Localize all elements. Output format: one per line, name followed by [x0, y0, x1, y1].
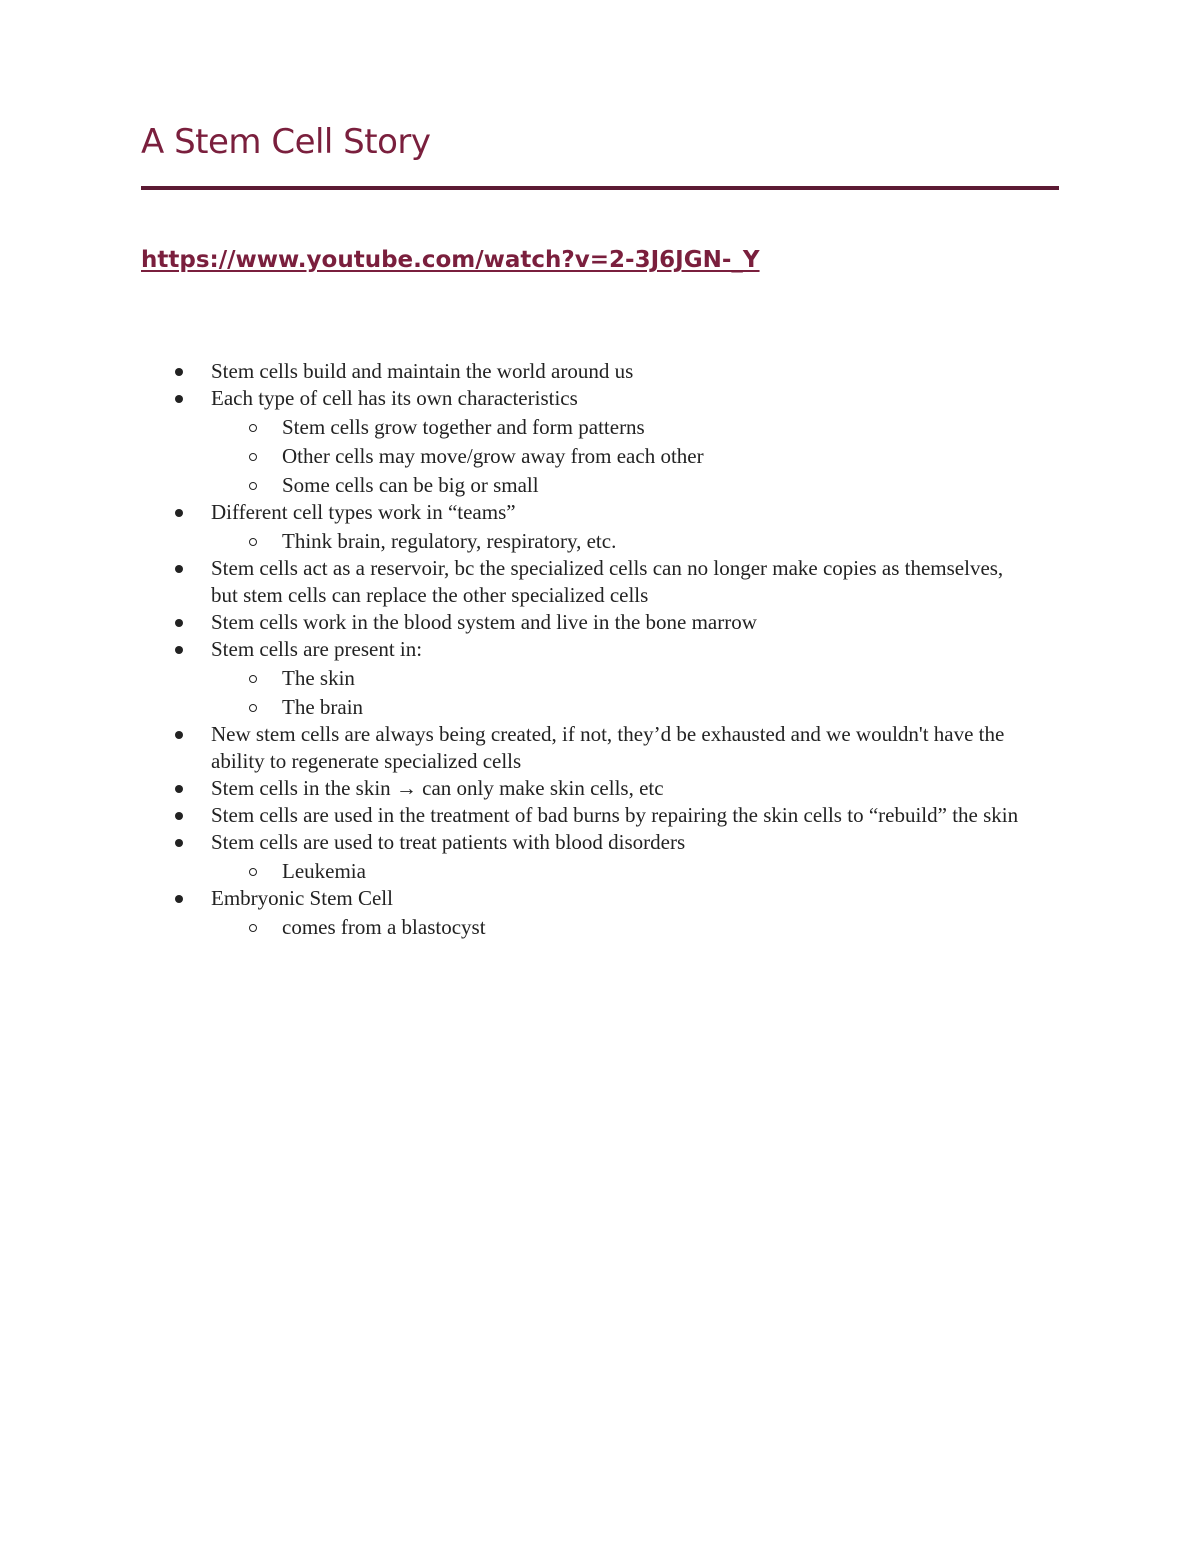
- hollow-bullet-icon: [249, 538, 257, 546]
- list-item-text: Stem cells act as a reservoir, bc the specialized cells can no longer make copies as themselves, but stem cells can replace the other specialized cells: [211, 556, 1004, 607]
- list-item: [0, 555, 1031, 609]
- page-title: A Stem Cell Story: [141, 122, 431, 162]
- sub-list-item-text: The brain: [282, 695, 364, 719]
- list-item-text: Stem cells are used to treat patients with blood disorders: [211, 830, 686, 854]
- bullet-icon: [175, 839, 183, 847]
- hollow-bullet-icon: [249, 424, 257, 432]
- list-item-text: Different cell types work in “teams”: [211, 500, 516, 524]
- sub-list-item: [0, 414, 1042, 441]
- list-item: [0, 385, 1031, 412]
- sub-list-item: [0, 858, 1042, 885]
- sub-list-item: [0, 665, 1042, 692]
- list-item-text: Each type of cell has its own characteristics: [211, 386, 578, 410]
- bullet-icon: [175, 619, 183, 627]
- sub-list-item-text: Leukemia: [282, 859, 366, 883]
- bullet-icon: [175, 785, 183, 793]
- sub-list-item: [0, 914, 1042, 941]
- list-item-text: New stem cells are always being created, if not, they’d be exhausted and we wouldn't have the ability to regenerate specialized cells: [211, 722, 1005, 773]
- sub-list-item-text: Other cells may move/grow away from each other: [282, 444, 704, 468]
- list-item: [0, 775, 1031, 802]
- bullet-icon: [175, 895, 183, 903]
- sub-list-item: [0, 443, 1042, 470]
- bullet-icon: [175, 368, 183, 376]
- sub-list-item-text: Some cells can be big or small: [282, 473, 539, 497]
- list-item: [0, 802, 1031, 829]
- list-item: [0, 721, 1031, 775]
- list-item-text: Embryonic Stem Cell: [211, 886, 393, 910]
- hollow-bullet-icon: [249, 482, 257, 490]
- list-item: [0, 358, 1031, 385]
- hollow-bullet-icon: [249, 924, 257, 932]
- sub-list-item-text: Think brain, regulatory, respiratory, etc.: [282, 529, 617, 553]
- bullet-icon: [175, 565, 183, 573]
- list-item-text: Stem cells work in the blood system and live in the bone marrow: [211, 610, 757, 634]
- bullet-icon: [175, 812, 183, 820]
- title-divider: [141, 186, 1059, 190]
- hollow-bullet-icon: [249, 675, 257, 683]
- list-item-text: Stem cells in the skin → can only make skin cells, etc: [211, 776, 664, 800]
- list-item: [0, 829, 1031, 856]
- hollow-bullet-icon: [249, 453, 257, 461]
- hollow-bullet-icon: [249, 868, 257, 876]
- video-link[interactable]: https://www.youtube.com/watch?v=2-3J6JGN-_Y: [141, 247, 760, 273]
- hollow-bullet-icon: [249, 704, 257, 712]
- sub-list-item-text: comes from a blastocyst: [282, 915, 486, 939]
- bullet-icon: [175, 646, 183, 654]
- bullet-icon: [175, 509, 183, 517]
- notes-list: [0, 358, 1200, 941]
- sub-list-item: [0, 472, 1042, 499]
- list-item: [0, 499, 1031, 526]
- sub-list-item: [0, 694, 1042, 721]
- list-item-text: Stem cells are present in:: [211, 637, 423, 661]
- list-item-text: Stem cells are used in the treatment of bad burns by repairing the skin cells to “rebuild” the skin: [211, 803, 1019, 827]
- list-item: [0, 636, 1031, 663]
- list-item-text: Stem cells build and maintain the world around us: [211, 359, 634, 383]
- sub-list-item-text: Stem cells grow together and form patterns: [282, 415, 645, 439]
- sub-list-item-text: The skin: [282, 666, 355, 690]
- sub-list-item: [0, 528, 1042, 555]
- list-item: [0, 885, 1031, 912]
- bullet-icon: [175, 731, 183, 739]
- bullet-icon: [175, 395, 183, 403]
- list-item: [0, 609, 1031, 636]
